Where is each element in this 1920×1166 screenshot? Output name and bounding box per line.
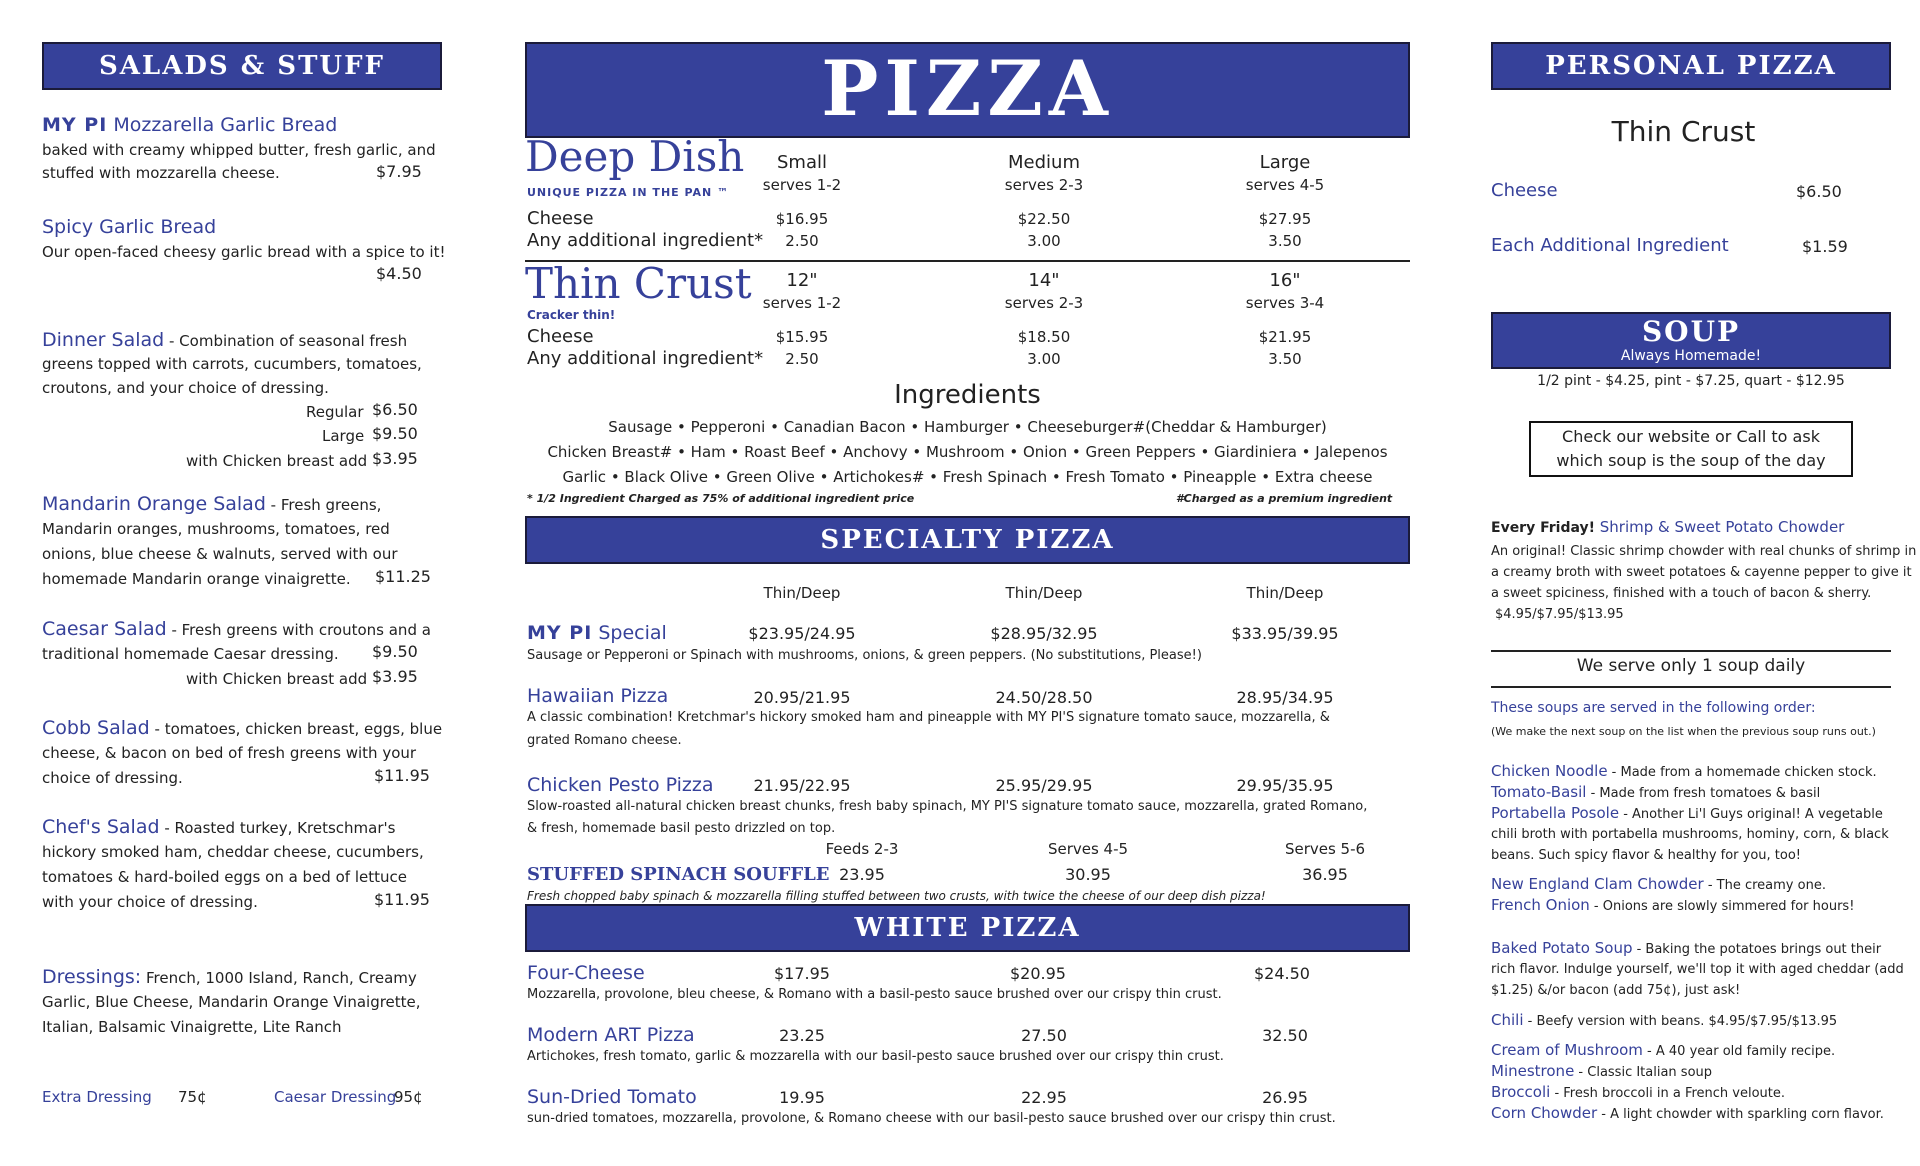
pizza-header: PIZZA (525, 42, 1410, 138)
soup-list-item (1491, 1010, 1837, 1032)
soup-desc: - A light chowder with sparkling corn flavor. (1597, 1107, 1884, 1122)
caesar-title: Caesar Salad (42, 618, 167, 640)
white-item-title: Sun-Dried Tomato (527, 1086, 697, 1108)
order-title: These soups are served in the following order: (1491, 700, 1816, 716)
price: 26.95 (1262, 1088, 1308, 1107)
soup-desc: - Fresh broccoli in a French veloute. (1550, 1086, 1786, 1101)
cheese-price: $27.95 (1258, 210, 1312, 228)
serves: serves 3-4 (1245, 294, 1325, 312)
specialty-desc: A classic combination! Kretchmar's hickory smoked ham and pineapple with MY PI'S signature tomato sauce, mozzarella, & (527, 710, 1330, 725)
serves: serves 2-3 (1004, 176, 1084, 194)
garlic-bread-price: $7.95 (376, 162, 422, 181)
soup-name: Portabella Posole (1491, 804, 1620, 822)
price: 21.95/22.95 (753, 776, 851, 795)
chicken-add-label: with Chicken breast add (186, 670, 368, 688)
cheese-label: Cheese (527, 208, 594, 229)
souffle-serves: Serves 4-5 (1047, 840, 1129, 858)
soup-desc: - Baking the potatoes brings out their (1632, 942, 1882, 957)
souffle-price: 23.95 (839, 865, 885, 884)
dinner-salad-desc: greens topped with carrots, cucumbers, tomatoes, (42, 355, 422, 373)
personal-pizza-header: PERSONAL PIZZA (1491, 42, 1891, 90)
soup-list-item (1491, 874, 1826, 896)
price: 25.95/29.95 (995, 776, 1093, 795)
soup-desc: - Beefy version with beans. $4.95/$7.95/$13.95 (1523, 1014, 1838, 1029)
salads-header: SALADS & STUFF (42, 42, 442, 90)
specialty-item-title: Chicken Pesto Pizza (527, 774, 714, 796)
caesar-dressing-price: 95¢ (394, 1088, 423, 1106)
dinner-salad-line (42, 328, 407, 354)
price: 19.95 (779, 1088, 825, 1107)
extra-dressing-price: 75¢ (178, 1088, 207, 1106)
serves: serves 4-5 (1245, 176, 1325, 194)
soup-name: Cream of Mushroom (1491, 1041, 1643, 1059)
specialty-item-title: Hawaiian Pizza (527, 685, 669, 707)
cobb-desc: - tomatoes, chicken breast, eggs, blue (149, 720, 443, 738)
deep-dish-title: Deep Dish (525, 132, 745, 181)
price: $28.95/32.95 (990, 624, 1098, 643)
soup-list-item (1491, 1082, 1785, 1104)
add-price: 3.00 (1027, 350, 1061, 368)
price: 23.25 (779, 1026, 825, 1045)
garlic-bread-desc: stuffed with mozzarella cheese. (42, 164, 280, 182)
soup-sizes: 1/2 pint - $4.25, pint - $7.25, quart - $12.95 (1537, 373, 1845, 389)
box-line: which soup is the soup of the day (1556, 451, 1826, 470)
soup-list-item (1491, 938, 1881, 960)
soup-list-item (1491, 980, 1740, 1001)
soup-header (1491, 312, 1891, 369)
personal-sub: Thin Crust (1611, 115, 1756, 148)
caesar-line (42, 617, 431, 643)
ingredients-line: Garlic • Black Olive • Green Olive • Artichokes# • Fresh Spinach • Fresh Tomato • Pineapple • Extra cheese (562, 468, 1373, 486)
col-label: Thin/Deep (1005, 584, 1083, 602)
ingredients-line: Sausage • Pepperoni • Canadian Bacon • Hamburger • Cheeseburger#(Cheddar & Hamburger) (608, 418, 1327, 436)
mandarin-price: $11.25 (375, 567, 431, 586)
soup-list-item (1491, 1040, 1835, 1062)
soup-name: Chili (1491, 1011, 1524, 1029)
size-name: Small (777, 152, 827, 173)
soup-desc: - Another Li'l Guys original! A vegetable (1619, 807, 1883, 822)
dinner-salad-desc: croutons, and your choice of dressing. (42, 379, 329, 397)
cheese-price: $15.95 (775, 328, 829, 346)
ingredient-note: * 1/2 Ingredient Charged as 75% of additional ingredient price (527, 492, 915, 505)
caesar-price: $9.50 (372, 642, 418, 661)
item-name: Special (592, 622, 667, 644)
price: $24.50 (1254, 964, 1310, 983)
dressings-title: Dressings: (42, 966, 142, 988)
size-name: 14" (1028, 270, 1060, 291)
caesar-desc: - Fresh greens with croutons and a (166, 621, 431, 639)
spicy-bread-title: Spicy Garlic Bread (42, 216, 217, 238)
size-name: Medium (1008, 152, 1080, 173)
add-price: 3.50 (1268, 232, 1302, 250)
divider (1491, 686, 1891, 688)
soup-desc: beans. Such spicy flavor & healthy for you, too! (1491, 848, 1802, 863)
cobb-desc: cheese, & bacon on bed of fresh greens with your (42, 744, 417, 762)
large-label: Large (322, 427, 365, 445)
mandarin-desc: Mandarin oranges, mushrooms, tomatoes, red (42, 520, 390, 538)
item-name: Mozzarella Garlic Bread (113, 114, 338, 136)
price: 27.50 (1021, 1026, 1067, 1045)
soup-sub: Always Homemade! (1620, 348, 1762, 364)
price: $23.95/24.95 (748, 624, 856, 643)
friday-price: $4.95/$7.95/$13.95 (1495, 607, 1624, 622)
white-item-title: Four-Cheese (527, 962, 645, 984)
price: $17.95 (774, 964, 830, 983)
premium-note: #Charged as a premium ingredient (1176, 492, 1393, 505)
souffle-price: 30.95 (1065, 865, 1111, 884)
brand-name: MY PI (527, 622, 593, 644)
soup-of-day-box (1529, 421, 1853, 477)
soup-list-item (1491, 824, 1889, 845)
add-price: 3.00 (1027, 232, 1061, 250)
soup-name: Tomato-Basil (1491, 783, 1587, 801)
chef-title: Chef's Salad (42, 816, 160, 838)
dressings-desc: Garlic, Blue Cheese, Mandarin Orange Vinaigrette, (42, 993, 421, 1011)
friday-desc: a sweet spiciness, finished with a touch of bacon & sherry. (1491, 586, 1872, 601)
white-item-title: Modern ART Pizza (527, 1024, 695, 1046)
size-name: 16" (1269, 270, 1301, 291)
price: 20.95/21.95 (753, 688, 851, 707)
soup-name: New England Clam Chowder (1491, 875, 1704, 893)
mandarin-desc: onions, blue cheese & walnuts, served with our (42, 545, 398, 563)
soup-name: Broccoli (1491, 1083, 1551, 1101)
specialty-desc: & fresh, homemade basil pesto drizzled on top. (527, 821, 836, 836)
soup-desc: - Classic Italian soup (1574, 1065, 1713, 1080)
cheese-label: Cheese (527, 326, 594, 347)
soup-desc: chili broth with portabella mushrooms, hominy, corn, & black (1491, 827, 1889, 842)
chef-desc: tomatoes & hard-boiled eggs on a bed of lettuce (42, 868, 407, 886)
size-name: Large (1259, 152, 1311, 173)
price: 24.50/28.50 (995, 688, 1093, 707)
chef-desc: hickory smoked ham, cheddar cheese, cucumbers, (42, 843, 424, 861)
cheese-price: $18.50 (1017, 328, 1071, 346)
cheese-price: $21.95 (1258, 328, 1312, 346)
soup-list-item (1491, 761, 1877, 783)
mandarin-title: Mandarin Orange Salad (42, 493, 266, 515)
deep-dish-sub: UNIQUE PIZZA IN THE PAN ™ (527, 186, 730, 199)
specialty-header: SPECIALTY PIZZA (525, 516, 1410, 564)
soup-name: French Onion (1491, 896, 1590, 914)
souffle-desc: Fresh chopped baby spinach & mozzarella filling stuffed between two crusts, with twice the cheese of our deep dish pizza! (527, 889, 1266, 903)
white-desc: Mozzarella, provolone, bleu cheese, & Romano with a basil-pesto sauce brushed over our crispy thin crust. (527, 987, 1222, 1002)
add-price: 3.50 (1268, 350, 1302, 368)
dressings-desc: Italian, Balsamic Vinaigrette, Lite Ranch (42, 1018, 342, 1036)
add-label: Any additional ingredient* (527, 348, 764, 369)
mandarin-line (42, 492, 381, 518)
friday-desc: a creamy broth with sweet potatoes & cayenne pepper to give it (1491, 565, 1912, 580)
col-label: Thin/Deep (763, 584, 841, 602)
soup-list-item (1491, 845, 1801, 866)
cobb-desc: choice of dressing. (42, 769, 183, 787)
order-note: (We make the next soup on the list when the previous soup runs out.) (1491, 725, 1876, 738)
brand-name: MY PI (42, 114, 108, 136)
cobb-title: Cobb Salad (42, 717, 150, 739)
daily-note: We serve only 1 soup daily (1576, 656, 1806, 676)
price: 29.95/35.95 (1236, 776, 1334, 795)
soup-desc: - Onions are slowly simmered for hours! (1589, 899, 1855, 914)
chicken-add-label: with Chicken breast add (186, 452, 368, 470)
chicken-add-price: $3.95 (372, 667, 418, 686)
cobb-price: $11.95 (374, 766, 430, 785)
thin-crust-title: Thin Crust (525, 259, 752, 308)
soup-list-item (1491, 1061, 1712, 1083)
box-line: Check our website or Call to ask (1562, 427, 1820, 446)
price: $33.95/39.95 (1231, 624, 1339, 643)
ingredients-line: Chicken Breast# • Ham • Roast Beef • Anchovy • Mushroom • Onion • Green Peppers • Giardiniera • Jalepenos (547, 443, 1388, 461)
price: 32.50 (1262, 1026, 1308, 1045)
add-price: 2.50 (785, 350, 819, 368)
chef-price: $11.95 (374, 890, 430, 909)
add-price: 2.50 (785, 232, 819, 250)
white-pizza-header: WHITE PIZZA (525, 904, 1410, 952)
divider (1491, 650, 1891, 652)
friday-label: Every Friday! (1491, 520, 1596, 536)
serves: serves 2-3 (1004, 294, 1084, 312)
spicy-bread-desc: Our open-faced cheesy garlic bread with a spice to it! (42, 243, 446, 261)
specialty-desc: Sausage or Pepperoni or Spinach with mushrooms, onions, & green peppers. (No substitutions, Please!) (527, 648, 1202, 663)
souffle-title: STUFFED SPINACH SOUFFLE (527, 864, 830, 885)
chicken-add-price: $3.95 (372, 449, 418, 468)
dressings-desc: French, 1000 Island, Ranch, Creamy (141, 969, 417, 987)
souffle-price: 36.95 (1302, 865, 1348, 884)
personal-cheese-label: Cheese (1491, 180, 1558, 201)
white-desc: sun-dried tomatoes, mozzarella, provolone, & Romano cheese with our basil-pesto sauce brushed over our crispy thin crust. (527, 1111, 1336, 1126)
chef-desc: - Roasted turkey, Kretschmar's (159, 819, 396, 837)
friday-title: Shrimp & Sweet Potato Chowder (1595, 518, 1845, 536)
serves: serves 1-2 (762, 176, 842, 194)
garlic-bread-desc: baked with creamy whipped butter, fresh garlic, and (42, 141, 436, 159)
chef-desc: with your choice of dressing. (42, 893, 258, 911)
friday-line (1491, 518, 1844, 536)
soup-desc: - The creamy one. (1703, 878, 1826, 893)
extra-dressing-label: Extra Dressing (42, 1088, 152, 1106)
chef-line (42, 815, 395, 841)
soup-list-item (1491, 959, 1904, 980)
soup-name: Baked Potato Soup (1491, 939, 1633, 957)
white-desc: Artichokes, fresh tomato, garlic & mozzarella with our basil-pesto sauce brushed over our crispy thin crust. (527, 1049, 1224, 1064)
souffle-serves: Feeds 2-3 (825, 840, 899, 858)
souffle-serves: Serves 5-6 (1284, 840, 1366, 858)
regular-label: Regular (306, 403, 364, 421)
friday-desc: An original! Classic shrimp chowder with real chunks of shrimp in (1491, 544, 1917, 559)
cobb-line (42, 716, 442, 742)
specialty-desc: Slow-roasted all-natural chicken breast chunks, fresh baby spinach, MY PI'S signature tomato sauce, mozzarella, grated Romano, (527, 799, 1368, 814)
price: 22.95 (1021, 1088, 1067, 1107)
soup-list-item (1491, 803, 1883, 825)
personal-add-label: Each Additional Ingredient (1491, 235, 1729, 256)
serves: serves 1-2 (762, 294, 842, 312)
soup-desc: - A 40 year old family recipe. (1642, 1044, 1836, 1059)
dinner-salad-desc: - Combination of seasonal fresh (164, 332, 408, 350)
ingredients-title: Ingredients (894, 380, 1041, 410)
personal-cheese-price: $6.50 (1796, 182, 1842, 201)
soup-desc: $1.25) &/or bacon (add 75¢), just ask! (1491, 983, 1741, 998)
caesar-desc: traditional homemade Caesar dressing. (42, 645, 339, 663)
soup-list-item (1491, 1103, 1884, 1125)
mandarin-desc: homemade Mandarin orange vinaigrette. (42, 570, 351, 588)
soup-list-item (1491, 895, 1854, 917)
spicy-bread-price: $4.50 (376, 264, 422, 283)
mandarin-desc: - Fresh greens, (265, 496, 382, 514)
regular-price: $6.50 (372, 400, 418, 419)
thin-crust-sub: Cracker thin! (527, 308, 616, 322)
specialty-desc: grated Romano cheese. (527, 733, 682, 748)
soup-desc: - Made from fresh tomatoes & basil (1586, 786, 1821, 801)
cheese-price: $22.50 (1017, 210, 1071, 228)
large-price: $9.50 (372, 424, 418, 443)
caesar-dressing-label: Caesar Dressing (274, 1088, 397, 1106)
soup-desc: rich flavor. Indulge yourself, we'll top it with aged cheddar (add (1491, 962, 1904, 977)
soup-name: Chicken Noodle (1491, 762, 1608, 780)
dressings-line (42, 965, 417, 991)
size-name: 12" (786, 270, 818, 291)
soup-name: Corn Chowder (1491, 1104, 1598, 1122)
col-label: Thin/Deep (1246, 584, 1324, 602)
soup-desc: - Made from a homemade chicken stock. (1607, 765, 1877, 780)
personal-add-price: $1.59 (1802, 237, 1848, 256)
garlic-bread-title (42, 114, 337, 136)
specialty-item-title (527, 622, 667, 644)
cheese-price: $16.95 (775, 210, 829, 228)
soup-title: SOUP (1641, 315, 1741, 348)
dinner-salad-title: Dinner Salad (42, 329, 165, 351)
price: $20.95 (1010, 964, 1066, 983)
add-label: Any additional ingredient* (527, 230, 764, 251)
soup-list-item (1491, 782, 1820, 804)
soup-name: Minestrone (1491, 1062, 1575, 1080)
price: 28.95/34.95 (1236, 688, 1334, 707)
